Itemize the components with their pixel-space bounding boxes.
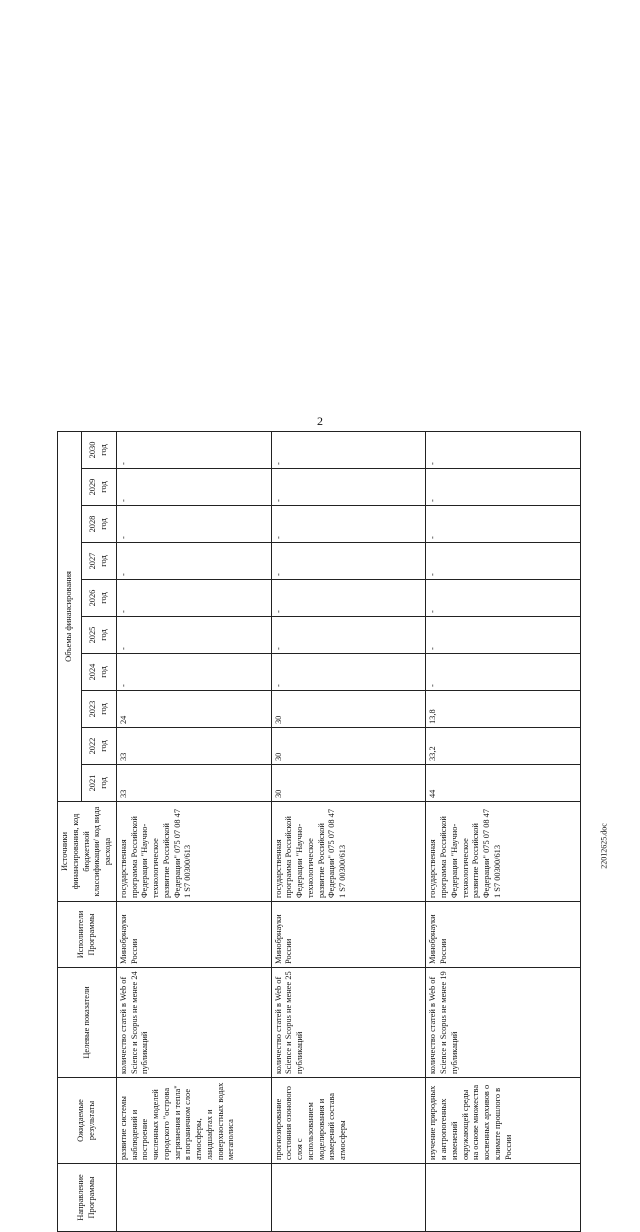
header-direction: Направление Программы (58, 1164, 117, 1232)
table-row (116, 431, 271, 1231)
cell-source: государственная программа Российской Федерации "Научно-технологическое развитие Российской Федерации" 075 07 08 47 1 S7 00300/613 (271, 802, 426, 902)
cell-direction (271, 1164, 426, 1232)
cell-value: - (271, 654, 426, 691)
cell-indicator: количество статей в Web of Science и Scopus не менее 19 публикаций (426, 968, 581, 1078)
cell-value: - (116, 654, 271, 691)
cell-executor: Минобрнауки России (116, 902, 271, 968)
header-year: 2026 год (81, 580, 116, 617)
header-year: 2021 год (81, 765, 116, 802)
document-id: 22012625.doc (599, 823, 609, 869)
page-number: 2 (317, 414, 323, 428)
header-year: 2030 год (81, 431, 116, 468)
cell-executor: Минобрнауки России (426, 902, 581, 968)
cell-source: государственная программа Российской Федерации "Научно-технологическое развитие Российской Федерации" 075 07 08 47 1 S7 00300/613 (116, 802, 271, 902)
table-row (426, 431, 581, 1231)
header-year: 2024 год (81, 654, 116, 691)
header-sources: Источники финансирования, код бюджетной классификации/ код вида расхода (58, 802, 117, 902)
header-year: 2028 год (81, 506, 116, 543)
cell-value: - (271, 431, 426, 468)
header-year: 2022 год (81, 728, 116, 765)
cell-indicator: количество статей в Web of Science и Scopus не менее 24 публикаций (116, 968, 271, 1078)
table-row (271, 431, 426, 1231)
cell-value: 30 (271, 728, 426, 765)
header-year: 2027 год (81, 543, 116, 580)
header-executors: Исполнители Программы (58, 902, 117, 968)
cell-value: 24 (116, 691, 271, 728)
cell-value: - (426, 580, 581, 617)
cell-value: 30 (271, 765, 426, 802)
cell-value: - (271, 469, 426, 506)
cell-value: - (271, 506, 426, 543)
cell-value: - (116, 469, 271, 506)
cell-value: 13,8 (426, 691, 581, 728)
cell-value: 44 (426, 765, 581, 802)
header-volumes: Объемы финансирования (58, 431, 82, 801)
cell-result: прогнозирование состояния озонового слоя с использованием моделирования и измерений состава атмосферы (271, 1078, 426, 1164)
cell-value: - (426, 654, 581, 691)
cell-source: государственная программа Российской Федерации "Научно-технологическое развитие Российской Федерации" 075 07 08 47 1 S7 00300/613 (426, 802, 581, 902)
cell-value: - (426, 506, 581, 543)
cell-executor: Минобрнауки России (271, 902, 426, 968)
cell-result: развитие системы наблюдений и построение численных моделей городского "острова загрязнения и тепла" в пограничном слое атмосферы, ландшафтах и поверхностных водах мегаполиса (116, 1078, 271, 1164)
cell-value: - (116, 580, 271, 617)
cell-value: - (426, 469, 581, 506)
rotated-table-container (57, 432, 567, 1232)
header-indicators: Целевые показатели (58, 968, 117, 1078)
cell-value: 30 (271, 691, 426, 728)
cell-indicator: количество статей в Web of Science и Scopus не менее 25 публикаций (271, 968, 426, 1078)
cell-value: - (426, 543, 581, 580)
header-year: 2023 год (81, 691, 116, 728)
cell-value: 33,2 (426, 728, 581, 765)
cell-value: - (116, 543, 271, 580)
header-year: 2029 год (81, 469, 116, 506)
cell-result: изучение природных и антропогенных изменений окружающей среды на основе множества косвенных архивов о климате прошлого в России (426, 1078, 581, 1164)
cell-value: - (116, 617, 271, 654)
cell-value: - (116, 431, 271, 468)
cell-value: - (271, 580, 426, 617)
header-results: Ожидаемые результаты (58, 1078, 117, 1164)
cell-direction (116, 1164, 271, 1232)
cell-value: - (426, 431, 581, 468)
financing-table (57, 431, 581, 1232)
cell-value: 33 (116, 728, 271, 765)
cell-direction (426, 1164, 581, 1232)
cell-value: - (271, 617, 426, 654)
cell-value: - (271, 543, 426, 580)
cell-value: 33 (116, 765, 271, 802)
cell-value: - (426, 617, 581, 654)
cell-value: - (116, 506, 271, 543)
header-year: 2025 год (81, 617, 116, 654)
